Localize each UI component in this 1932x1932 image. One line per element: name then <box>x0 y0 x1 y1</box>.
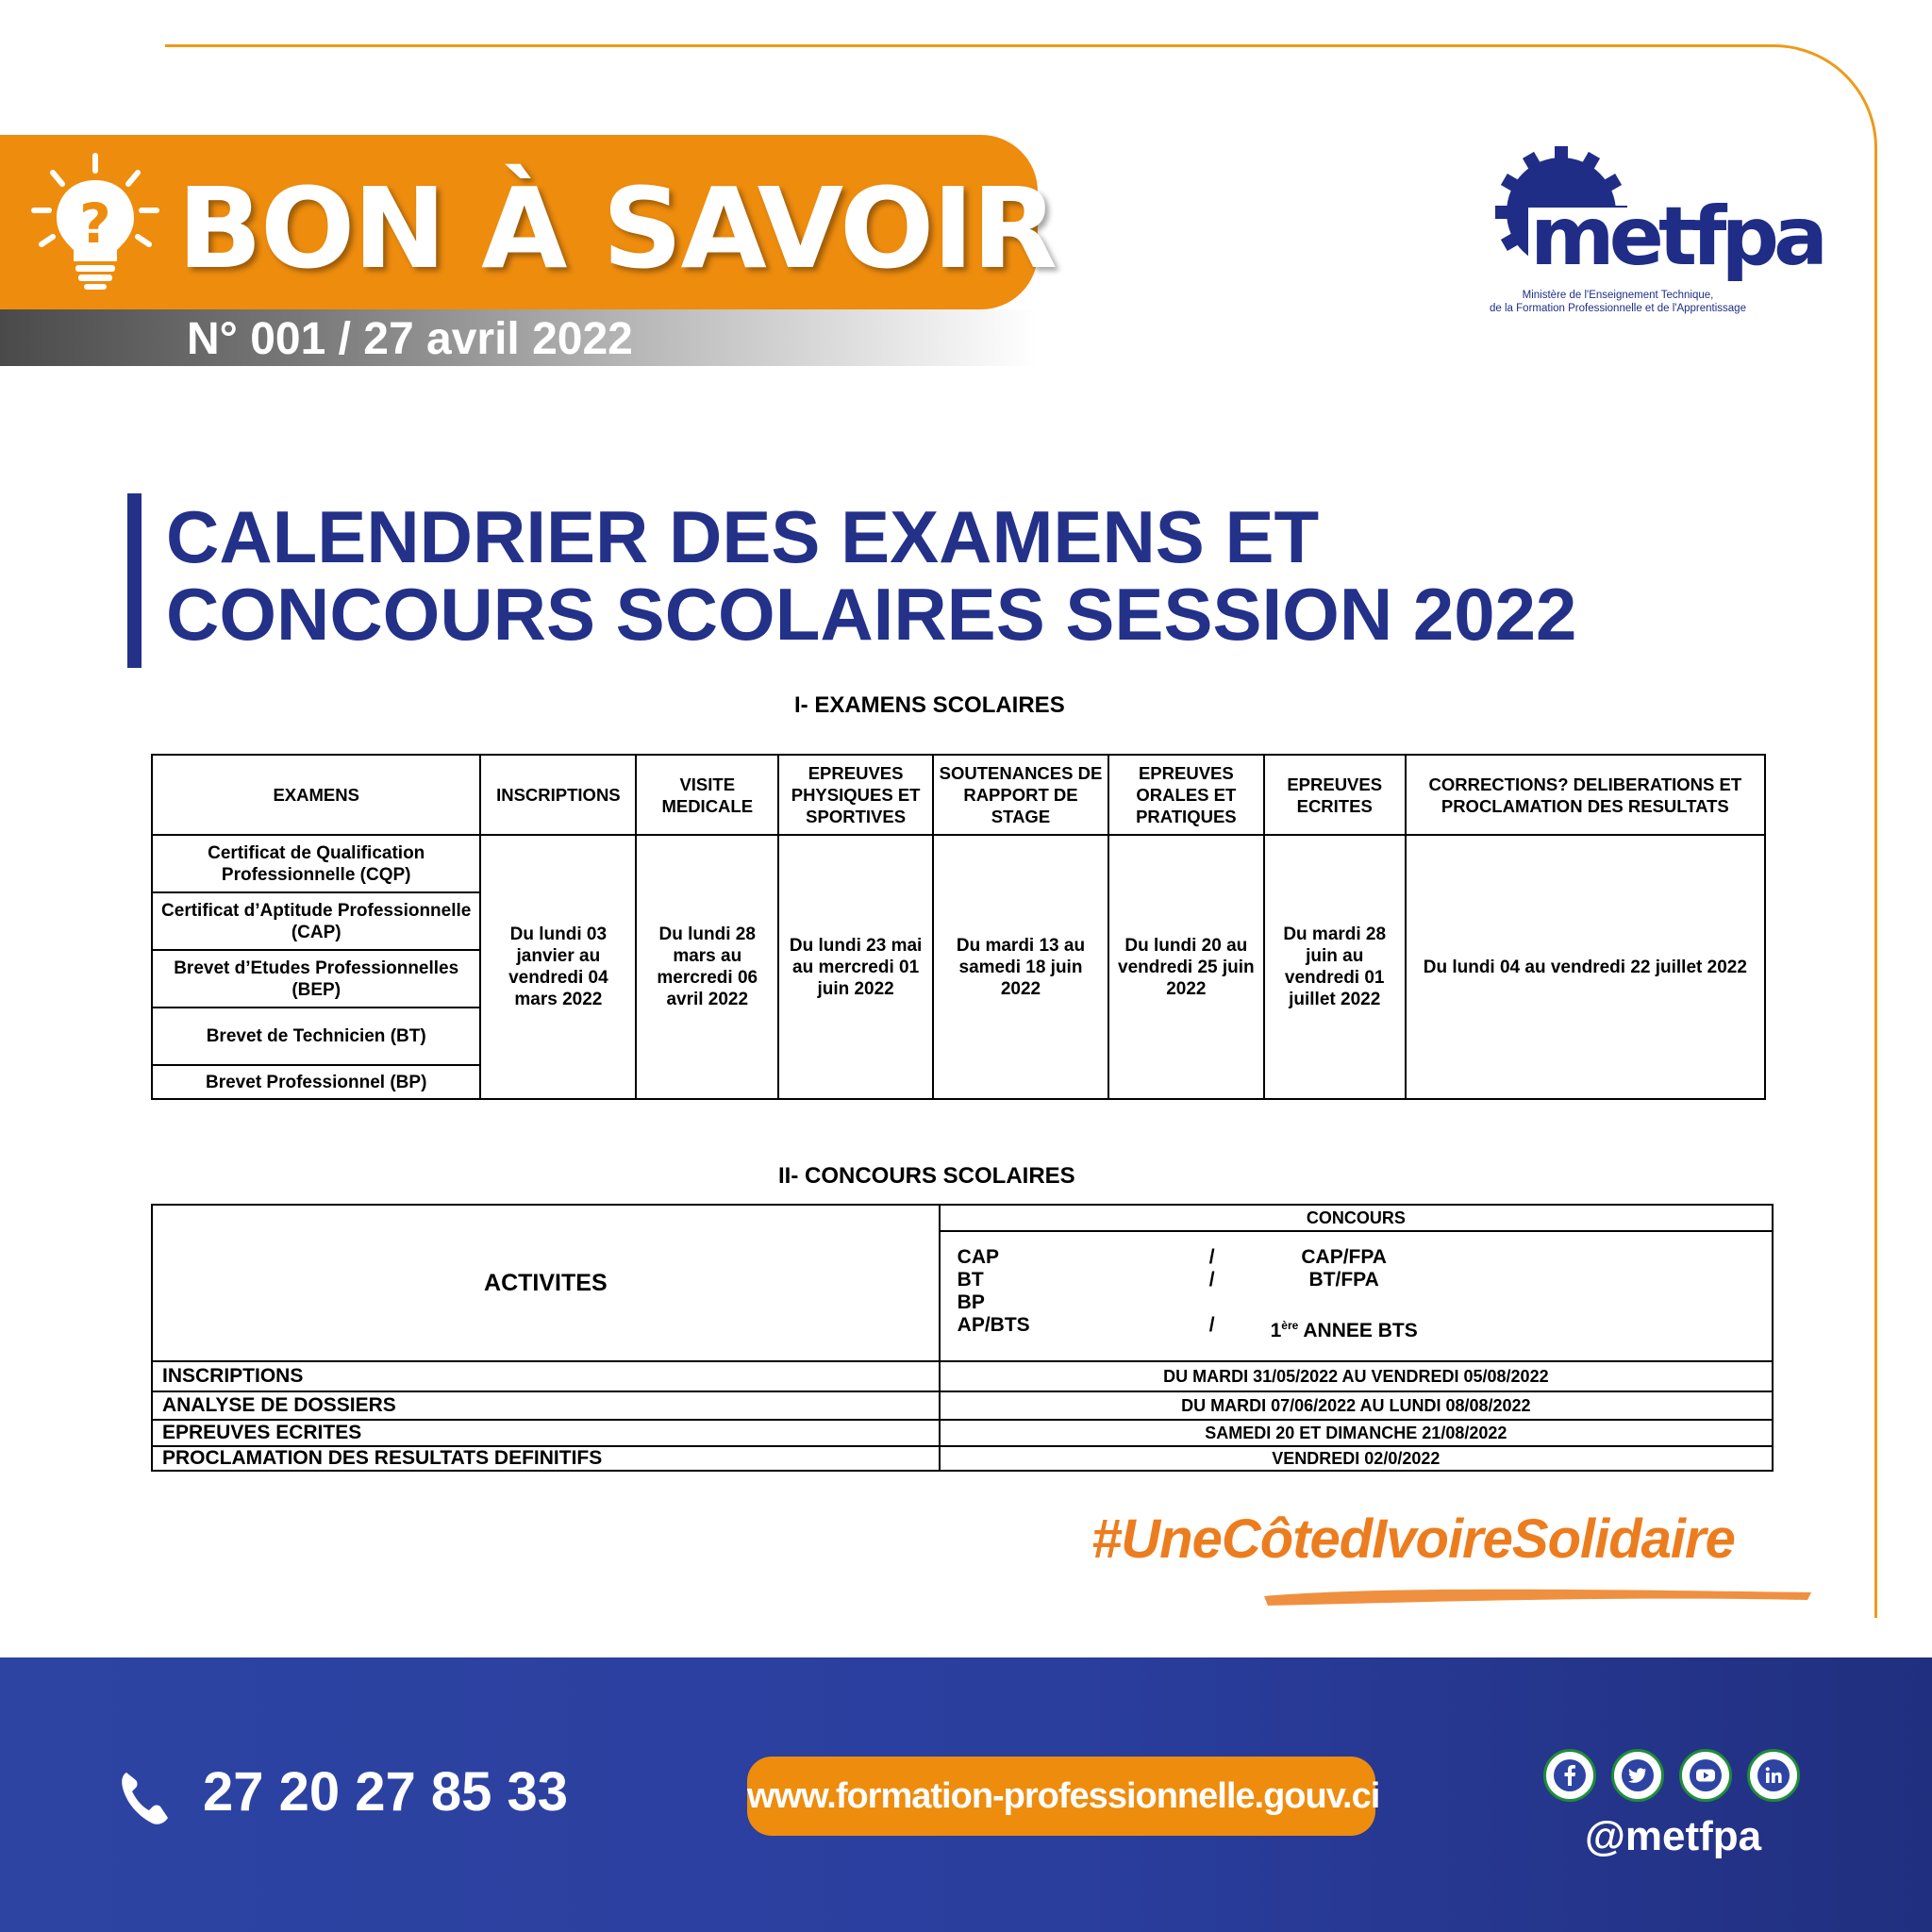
date-cell: Du lundi 04 au vendredi 22 juillet 2022 <box>1406 835 1765 1099</box>
concours-list <box>941 1232 1772 1360</box>
section-title-concours: II- CONCOURS SCOLAIRES <box>778 1163 1075 1189</box>
page-title <box>166 495 1577 656</box>
concours-item <box>1241 1315 1448 1341</box>
social-icons <box>1543 1749 1802 1806</box>
date-cell: Du mardi 13 au samedi 18 juin 2022 <box>933 835 1108 1099</box>
twitter-icon[interactable] <box>1611 1749 1664 1802</box>
header-cell: SOUTENANCES DE RAPPORT DE STAGE <box>933 755 1108 835</box>
activity-date-cell: VENDREDI 02/0/2022 <box>940 1446 1773 1471</box>
exam-name-cell: Brevet Professionnel (BP) <box>152 1065 480 1099</box>
activity-cell: INSCRIPTIONS <box>152 1361 940 1391</box>
activites-header: ACTIVITES <box>152 1205 940 1361</box>
examens-table <box>151 754 1766 1100</box>
frame-line-right <box>1874 160 1877 1618</box>
concours-item <box>1241 1292 1448 1313</box>
svg-text:metfpa: metfpa <box>1530 190 1824 284</box>
concours-item: AP/BTS <box>957 1314 1030 1336</box>
activity-cell: PROCLAMATION DES RESULTATS DEFINITIFS <box>152 1446 940 1471</box>
page-title-line1: CALENDRIER DES EXAMENS ET <box>166 495 1320 578</box>
frame-corner <box>1755 44 1877 167</box>
concours-header: CONCOURS <box>940 1205 1773 1231</box>
table-row <box>152 1420 1773 1446</box>
frame-line-top <box>165 44 1769 47</box>
concours-item-sup: ère <box>1281 1319 1299 1332</box>
lightbulb-question-icon <box>25 152 166 293</box>
date-cell: Du lundi 23 mai au mercredi 01 juin 2022 <box>778 835 933 1099</box>
concours-item-prefix: 1 <box>1270 1320 1282 1341</box>
date-cell: Du lundi 20 au vendredi 25 juin 2022 <box>1108 835 1264 1099</box>
exam-name-cell: Certificat de Qualification Professionnelle (CQP) <box>152 835 480 892</box>
date-cell: Du lundi 03 janvier au vendredi 04 mars 2022 <box>480 835 636 1099</box>
issue-number: N° 001 / 27 avril 2022 <box>187 314 633 364</box>
table-row <box>152 1446 1773 1471</box>
concours-item: CAP <box>957 1246 1000 1268</box>
activity-cell: ANALYSE DE DOSSIERS <box>152 1391 940 1420</box>
concours-sep: / <box>1208 1269 1215 1291</box>
phone-icon <box>121 1769 170 1825</box>
logo-subtitle-line1: Ministère de l'Enseignement Technique, <box>1522 290 1714 301</box>
activity-date-cell: DU MARDI 31/05/2022 AU VENDREDI 05/08/2022 <box>940 1361 1773 1391</box>
exam-name-cell: Brevet de Technicien (BT) <box>152 1008 480 1065</box>
title-accent-bar <box>127 493 142 668</box>
exam-name-cell: Certificat d’Aptitude Professionnelle (CAP) <box>152 892 480 950</box>
page-title-line2: CONCOURS SCOLAIRES SESSION 2022 <box>166 573 1577 656</box>
header-banner <box>0 135 1094 309</box>
examens-header-row <box>152 755 1765 835</box>
concours-item: BP <box>957 1291 985 1313</box>
youtube-icon[interactable] <box>1679 1749 1732 1802</box>
date-cell: Du mardi 28 juin au vendredi 01 juillet 2022 <box>1264 835 1406 1099</box>
concours-table <box>151 1204 1774 1472</box>
header-cell: VISITE MEDICALE <box>636 755 778 835</box>
header-cell: EPREUVES PHYSIQUES ET SPORTIVES <box>778 755 933 835</box>
exam-name-cell: Brevet d’Etudes Professionnelles (BEP) <box>152 950 480 1008</box>
header-cell: EXAMENS <box>152 755 480 835</box>
concours-item: BT <box>957 1269 984 1291</box>
concours-sep <box>1184 1292 1241 1313</box>
section-title-examens: I- EXAMENS SCOLAIRES <box>794 692 1065 718</box>
concours-sep: / <box>1208 1246 1215 1268</box>
activity-date-cell: DU MARDI 07/06/2022 AU LUNDI 08/08/2022 <box>940 1391 1773 1420</box>
social-handle[interactable]: @metfpa <box>1585 1813 1762 1859</box>
table-row <box>152 1361 1773 1391</box>
concours-sep: / <box>1208 1314 1215 1336</box>
header-cell: CORRECTIONS? DELIBERATIONS ET PROCLAMATION DES RESULTATS <box>1406 755 1765 835</box>
concours-item: BT/FPA <box>1308 1269 1379 1291</box>
activity-date-cell: SAMEDI 20 ET DIMANCHE 21/08/2022 <box>940 1420 1773 1446</box>
brush-stroke-decoration <box>1264 1585 1811 1606</box>
logo-subtitle-line2: de la Formation Professionnelle et de l'Apprentissage <box>1490 303 1746 314</box>
concours-list-cell <box>940 1231 1773 1361</box>
table-row <box>152 835 1765 892</box>
header-cell: EPREUVES ORALES ET PRATIQUES <box>1108 755 1264 835</box>
website-link[interactable]: www.formation-professionnelle.gouv.ci <box>747 1757 1375 1836</box>
concours-item-suffix: ANNEE BTS <box>1298 1320 1418 1341</box>
linkedin-icon[interactable] <box>1747 1749 1800 1802</box>
logo-subtitle <box>1453 289 1783 315</box>
header-cell: INSCRIPTIONS <box>480 755 636 835</box>
concours-item: CAP/FPA <box>1301 1246 1387 1268</box>
date-cell: Du lundi 28 mars au mercredi 06 avril 2022 <box>636 835 778 1099</box>
header-cell: EPREUVES ECRITES <box>1264 755 1406 835</box>
facebook-icon[interactable] <box>1543 1749 1596 1802</box>
svg-text:?: ? <box>79 192 111 256</box>
hashtag-slogan: #UneCôtedIvoireSolidaire <box>1091 1508 1735 1570</box>
activity-cell: EPREUVES ECRITES <box>152 1420 940 1446</box>
table-row <box>152 1391 1773 1420</box>
phone-number[interactable]: 27 20 27 85 33 <box>203 1761 569 1823</box>
banner-title: BON À SAVOIR <box>177 163 1057 293</box>
